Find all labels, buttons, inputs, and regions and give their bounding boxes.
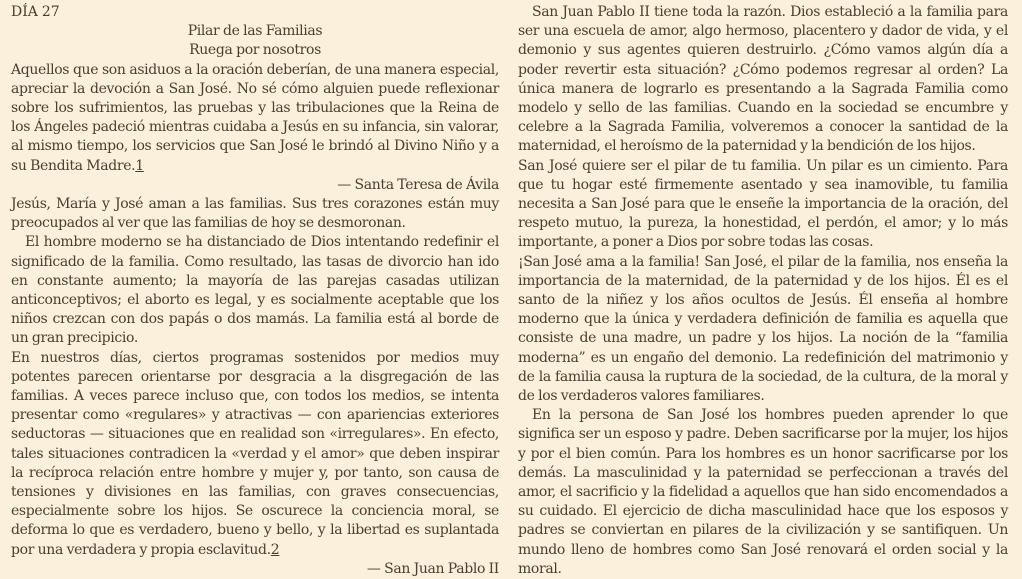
paragraph-pillar: San José quiere ser el pilar de tu familia. Un pilar es un cimiento. Para que tu hogar esté firmemente asentado y sea inamovible, tu familia necesita a San José para que le enseñe la importancia de la oración, del respeto mutuo, la pureza, la honestidad, el perdón, el amor; y lo más importante, a poner a Dios por sobre todas las cosas. — [518, 157, 1008, 251]
footnote-link-2[interactable]: 2 — [270, 541, 280, 558]
paragraph-loves-family: ¡San José ama a la familia! San José, el pilar de la familia, nos enseña la importancia de la maternidad, de la paternidad y de los hijos. Él es el santo de la niñez y los años ocultos de Jesús. Él enseña al hombre moderno que la única y verdadera definición de familia es aquella que consiste de una madre, un padre y los hijos. La noción de la “familia moderna” es un engaño del demonio. La redefinición del matrimonio y de la familia causa la ruptura de la sociedad, de la cultura, de la moral y de los verdaderos valores familiares. — [518, 253, 1008, 405]
quote-teresa — [11, 61, 499, 176]
paragraph-jpii-right: San Juan Pablo II tiene toda la razón. Dios estableció a la familia para ser una escuela de amor, algo hermoso, placentero y dador de vida, y el demonio y sus agentes quieren destruirlo. ¿Cómo vamos algún día a poder revertir esta situación? ¿Cómo podemos regresar al orden? La única manera de lograrlo es presentando a la Sagrada Familia como modelo y sello de las familias. Cuando en la sociedad se encumbre y celebre a la Sagrada Familia, volveremos a conocer la santidad de la maternidad, el heroísmo de la paternidad y la bendición de los hijos. — [518, 4, 1008, 155]
left-column — [11, 3, 499, 579]
quote-jpii-author: — San Juan Pablo II — [366, 560, 499, 577]
quote-teresa-text: Aquellos que son asiduos a la oración deberían, de una manera especial, apreciar la devoción a San José. No sé cómo alguien puede reflexionar sobre los sufrimientos, las pruebas y las tribulaciones que la Reina de los Ángeles padeció mientras cuidaba a Jesús en su infancia, sin valorar, al mismo tiempo, los servicios que San José le brindó al Divino Niño y a su Bendita Madre. — [11, 61, 499, 174]
chapter-title: Pilar de las Familias — [187, 23, 323, 40]
quote-jpii-text: En nuestros días, ciertos programas sostenidos por medios muy potentes parecen orientarse por desgracia a la disgregación de las familias. A veces parece incluso que, con todos los medios, se intenta presentar como «regulares» y atractivas — con apariencias exteriores seductoras — situaciones que en realidad son «irregulares». En efecto, tales situaciones contradicen la «verdad y el amor» que deben inspirar la recíproca relación entre hombre y mujer y, por tanto, son causa de tensiones y divisiones en las familias, con graves consecuencias, especialmente sobre los hijos. Se oscurece la conciencia moral, se deforma lo que es verdadero, bueno y bello, y la libertad es suplantada por una verdadera y propia esclavitud. — [11, 349, 499, 558]
paragraph-modern-man: El hombre moderno se ha distanciado de Dios intentando redefinir el significado de la familia. Como resultado, las tasas de divorcio han ido en constante aumento; la mayoría de las parejas casadas utilizan anticonceptivos; el aborto es legal, y es socialmente aceptable que los niños crezcan con dos papás o dos mamás. La familia está al borde de un gran precipicio. — [11, 234, 499, 347]
day-label: DÍA 27 — [11, 4, 60, 20]
paragraph-families: Jesús, María y José aman a las familias. Sus tres corazones están muy preocupados al ver que las familias de hoy se desmoronan. — [11, 196, 499, 232]
footnote-link-1[interactable]: 1 — [135, 157, 144, 174]
quote-jpii — [11, 349, 499, 560]
paragraph-husband-father: En la persona de San José los hombres pueden aprender lo que significa ser un esposo y padre. Deben sacrificarse por la mujer, los hijos y por el bien común. Para los hombres es un honor sacrificarse por los demás. La masculinidad y la paternidad se perfeccionan a través del amor, el sacrificio y la fidelidad a aquellos que han sido encomendados a su cuidado. El ejercicio de dicha masculinidad hace que los esposos y padres se conviertan en pilares de la civilización y se santifiquen. Un mundo lleno de hombres como San José renovará el orden social y la moral. — [518, 407, 1008, 577]
chapter-subtitle: Ruega por nosotros — [189, 42, 321, 59]
quote-teresa-author: — Santa Teresa de Ávila — [337, 176, 499, 193]
right-column — [518, 3, 1008, 579]
